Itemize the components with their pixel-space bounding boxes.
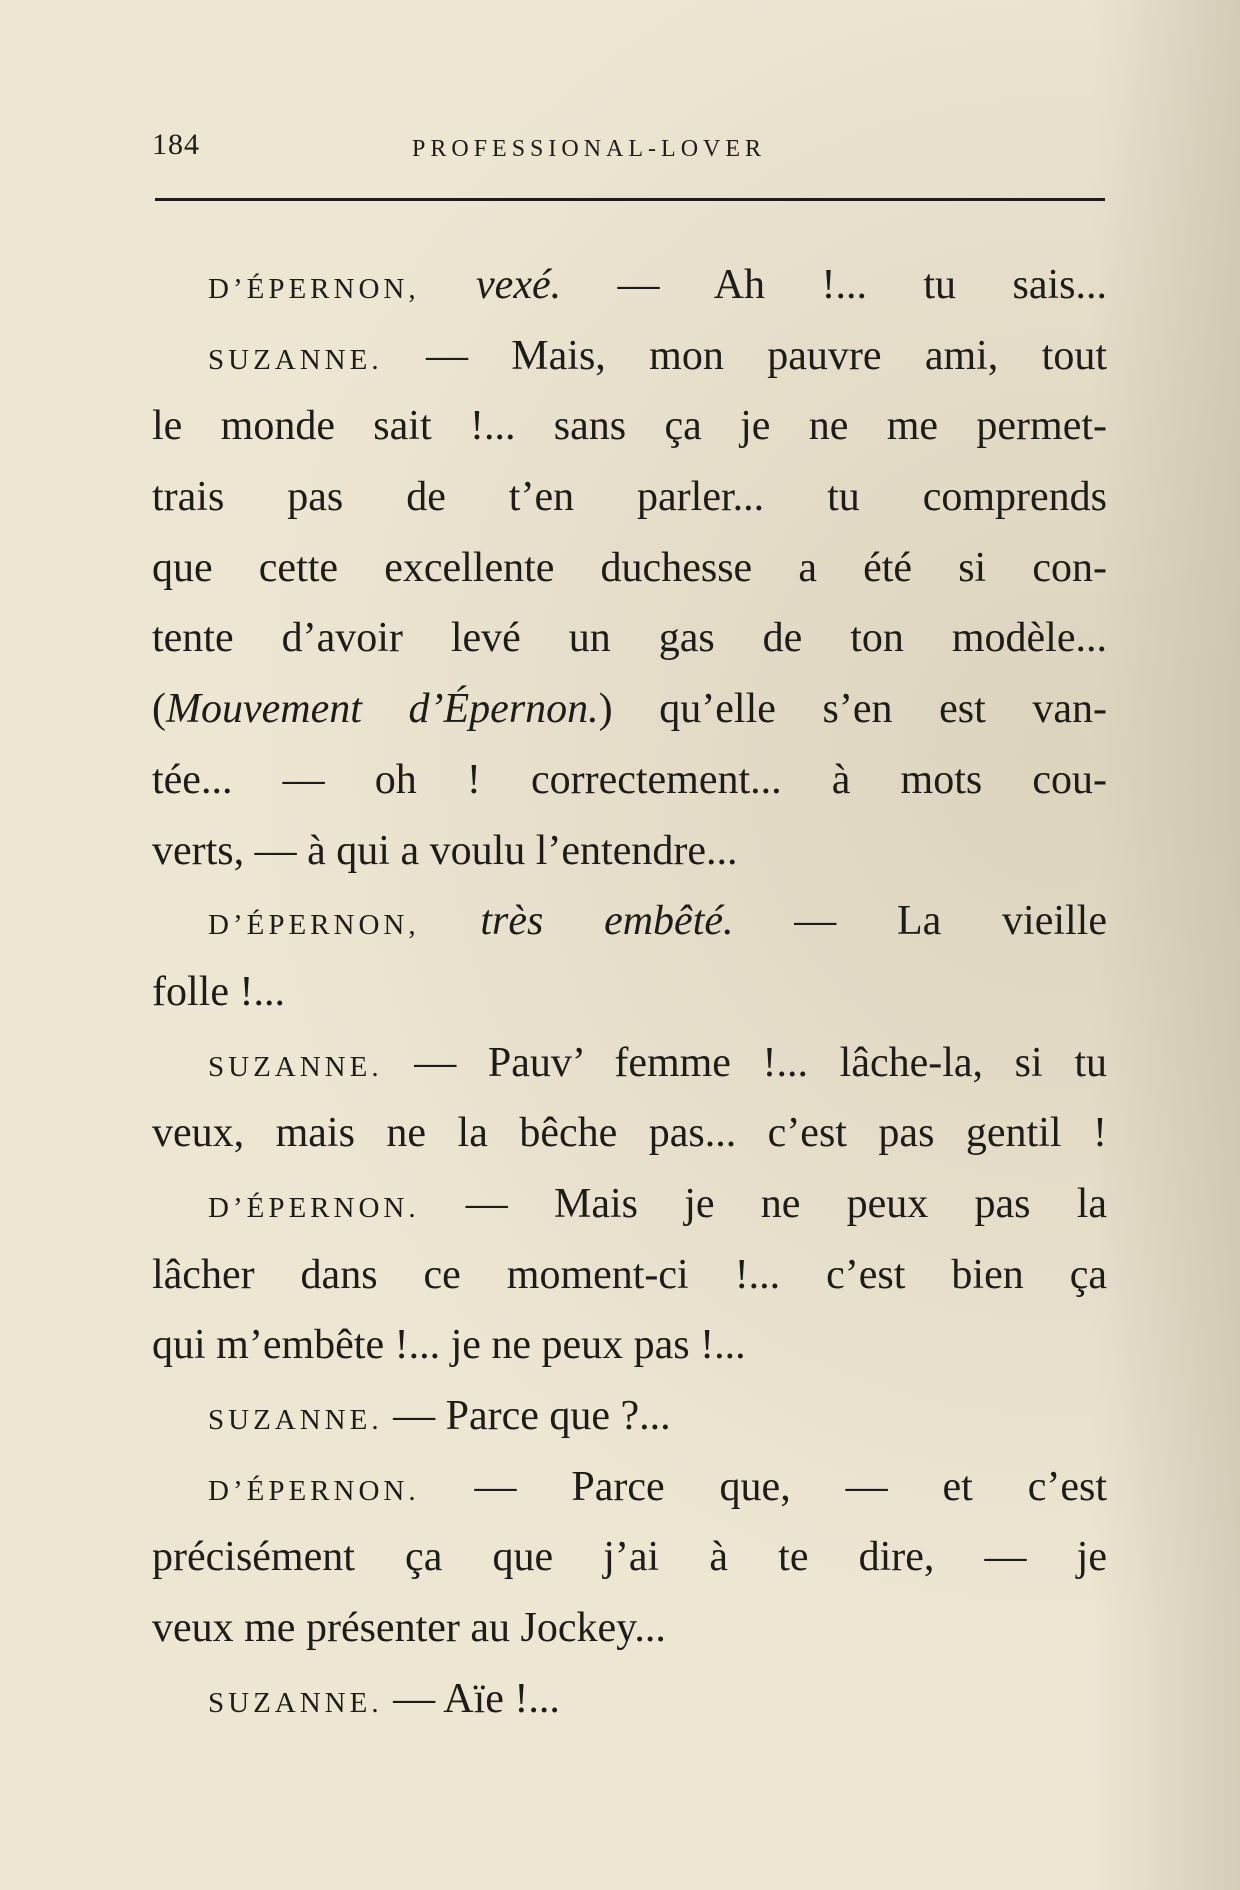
- running-title: PROFESSIONAL-LOVER: [412, 136, 767, 162]
- line-text: trais pas de t’en parler... tu comprends: [152, 474, 1107, 521]
- line-text: — Parce que ?...: [382, 1393, 671, 1439]
- speaker-name: SUZANNE.: [208, 343, 383, 376]
- line-text: précisément ça que j’ai à te dire, — je: [152, 1534, 1107, 1581]
- line-text: veux me présenter au Jockey...: [152, 1605, 666, 1652]
- text-line: [152, 1169, 1107, 1240]
- header-rule: [155, 198, 1105, 201]
- line-text: — Aïe !...: [382, 1675, 560, 1722]
- text-line: [152, 1593, 1107, 1664]
- line-text: qui m’embête !... je ne peux pas !...: [152, 1322, 746, 1369]
- text-line: [152, 462, 1107, 533]
- text-line: [152, 1098, 1107, 1169]
- stage-direction: très embêté.: [419, 898, 734, 945]
- text-line: [152, 603, 1107, 674]
- speaker-name: D’ÉPERNON.: [208, 1191, 420, 1224]
- stage-direction: vexé.: [419, 262, 562, 308]
- text-line: [152, 1028, 1107, 1099]
- stage-direction: Mouvement d’Épernon.: [166, 686, 599, 733]
- line-text: que cette excellente duchesse a été si con-: [152, 544, 1107, 591]
- page-number: 184: [152, 128, 200, 161]
- text-line: [152, 1381, 1107, 1452]
- line-text: le monde sait !... sans ça je ne me permet-: [152, 403, 1107, 450]
- speaker-name: SUZANNE.: [208, 1050, 383, 1083]
- text-line: [152, 1452, 1107, 1523]
- speaker-name: D’ÉPERNON.: [208, 1474, 420, 1507]
- line-text: — La vieille: [733, 898, 1107, 945]
- speaker-name: D’ÉPERNON,: [208, 273, 420, 305]
- line-text: (: [152, 686, 166, 733]
- line-text: tée... — oh ! correctement... à mots cou-: [152, 756, 1107, 803]
- line-text: — Ah !... tu sais...: [561, 262, 1107, 308]
- text-line: [152, 1664, 1107, 1735]
- speaker-name: SUZANNE.: [208, 1404, 383, 1436]
- text-line: [152, 533, 1107, 604]
- line-text: — Pauv’ femme !... lâche-la, si tu: [382, 1039, 1107, 1086]
- line-text: folle !...: [152, 968, 285, 1015]
- text-line: [152, 674, 1107, 745]
- speaker-name: D’ÉPERNON,: [208, 909, 420, 942]
- line-text: verts, — à qui a voulu l’entendre...: [152, 827, 738, 874]
- page-header: [152, 128, 1108, 168]
- dialogue-text: [152, 250, 1107, 1734]
- text-line: [152, 1522, 1107, 1593]
- text-line: [152, 886, 1107, 957]
- text-line: [152, 1310, 1107, 1381]
- text-line: [152, 745, 1107, 816]
- text-line: [152, 816, 1107, 887]
- text-line: [152, 391, 1107, 462]
- line-text: tente d’avoir levé un gas de ton modèle...: [152, 615, 1107, 662]
- line-text: — Mais, mon pauvre ami, tout: [382, 332, 1107, 379]
- line-text: lâcher dans ce moment-ci !... c’est bien ça: [152, 1251, 1107, 1298]
- text-line: [152, 957, 1107, 1028]
- speaker-name: SUZANNE.: [208, 1686, 383, 1719]
- text-line: [152, 1240, 1107, 1311]
- text-line: [152, 321, 1107, 392]
- line-text: — Mais je ne peux pas la: [419, 1180, 1107, 1227]
- text-line: [152, 250, 1107, 321]
- line-text: — Parce que, — et c’est: [419, 1463, 1107, 1510]
- line-text: veux, mais ne la bêche pas... c’est pas gentil !: [152, 1110, 1107, 1157]
- line-text: ) qu’elle s’en est van-: [598, 686, 1107, 733]
